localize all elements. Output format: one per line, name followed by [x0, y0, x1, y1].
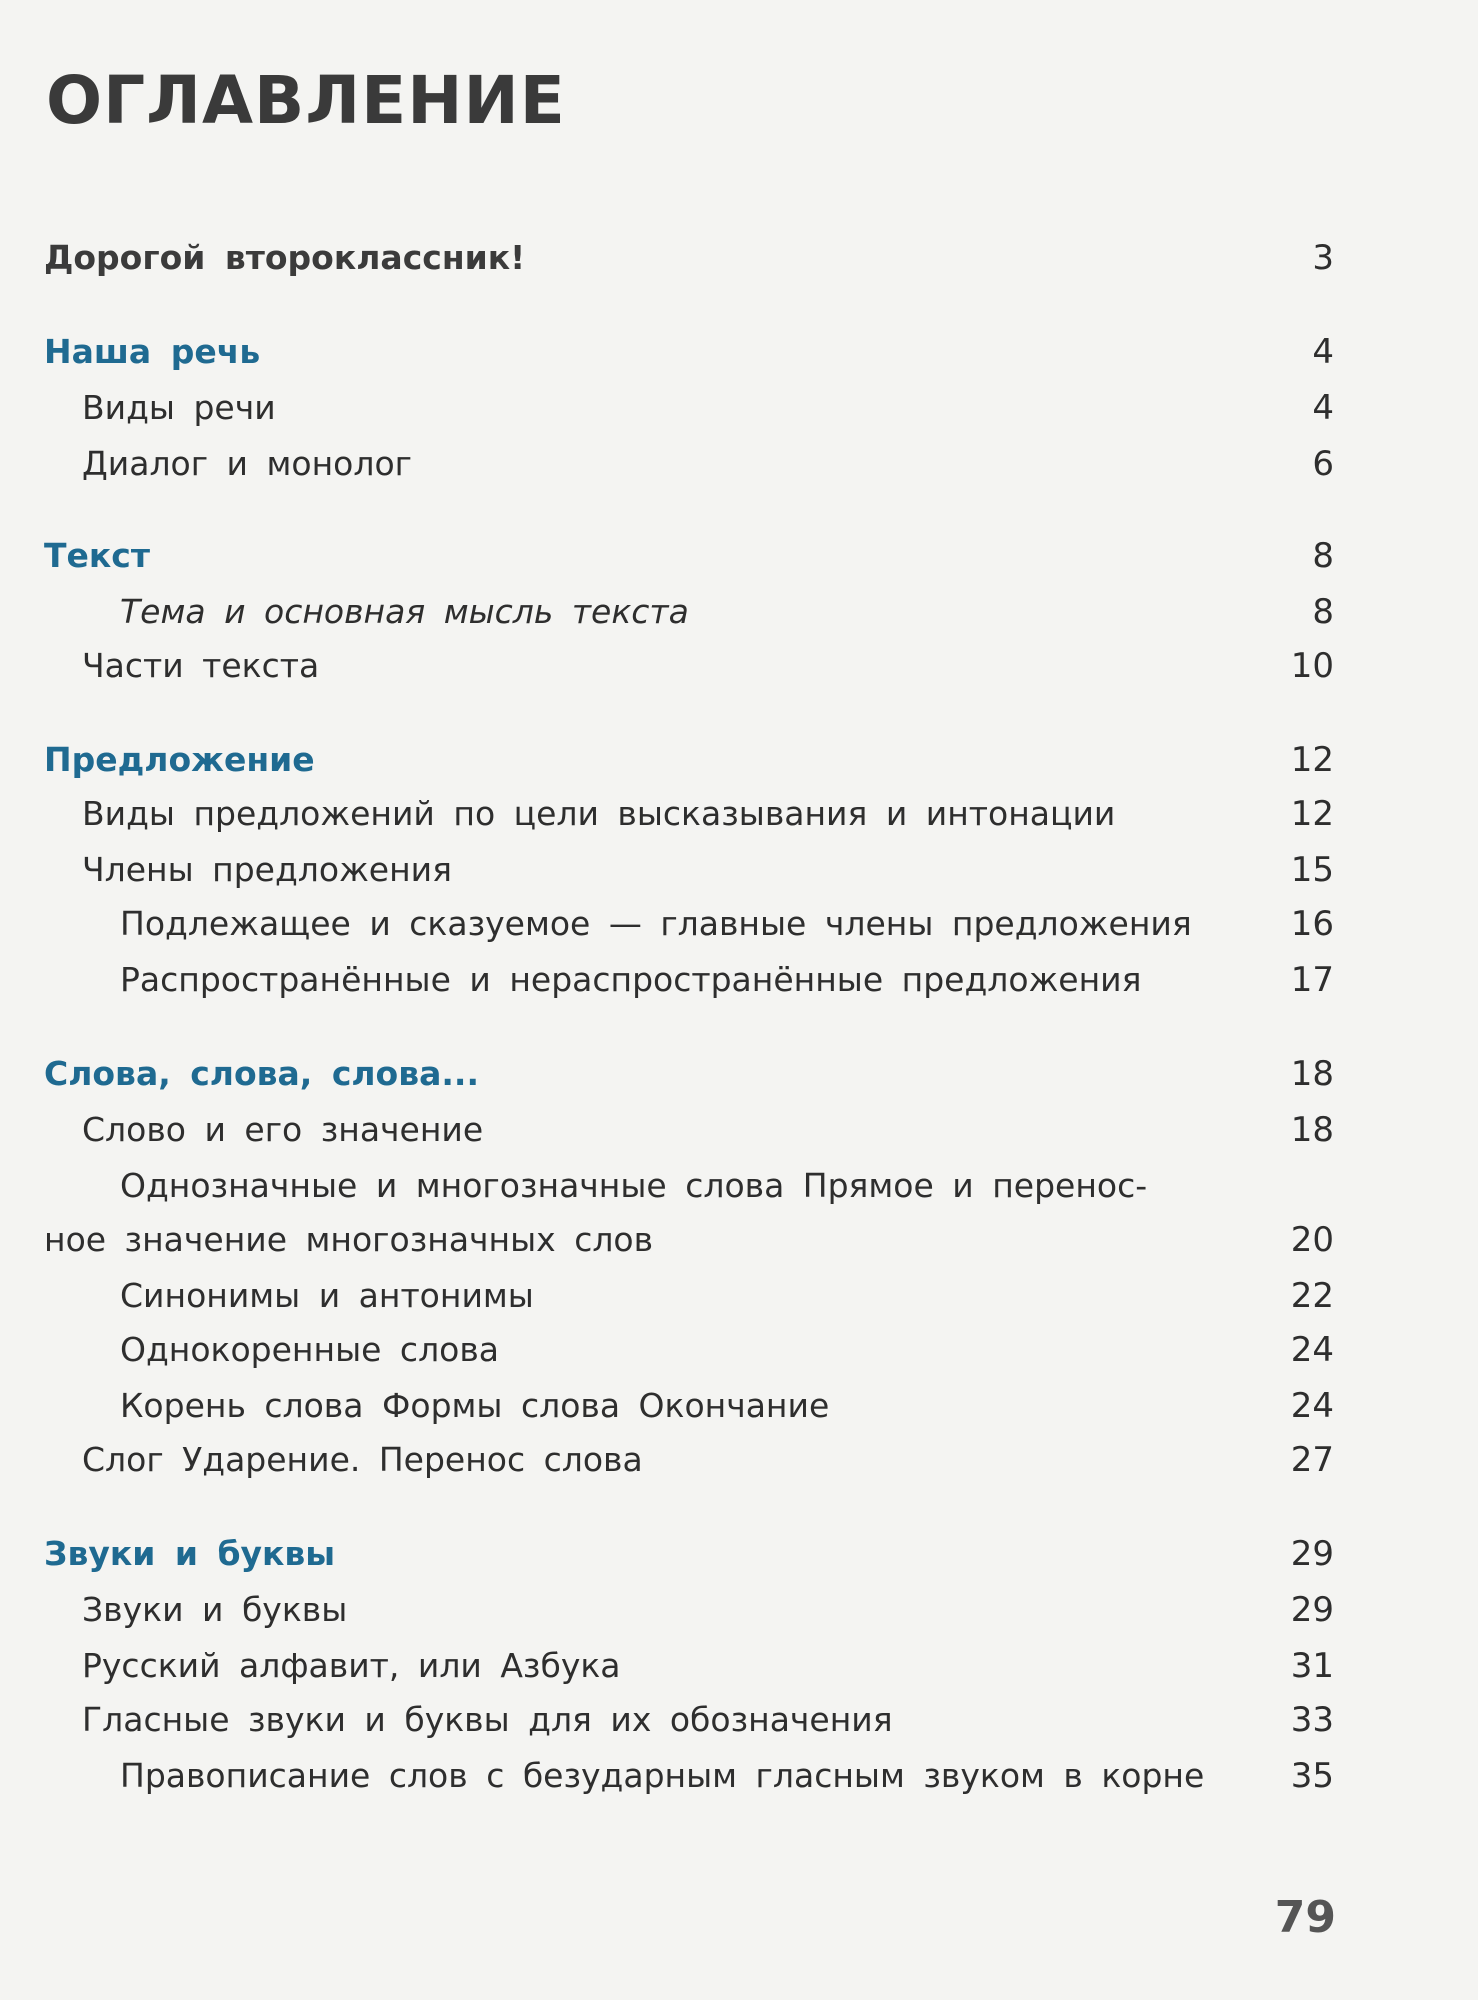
toc-entry[interactable]: [0, 586, 1478, 638]
toc-entry[interactable]: [0, 1750, 1478, 1802]
toc-entry-label: Члены предложения: [82, 850, 452, 889]
toc-entry-label: Слово и его значение: [82, 1110, 484, 1149]
toc-entry[interactable]: [0, 1584, 1478, 1636]
toc-section-page: 12: [1290, 740, 1334, 780]
toc-section-label: Звуки и буквы: [44, 1534, 336, 1573]
toc-entry-page: 20: [1290, 1220, 1334, 1260]
toc-entry-page: 27: [1290, 1440, 1334, 1480]
toc-entry-page: 22: [1290, 1276, 1334, 1316]
page-number: 79: [1274, 1892, 1336, 1943]
toc-entry-page: 35: [1290, 1756, 1334, 1796]
toc-entry-label: Распространённые и нераспространённые предложения: [120, 960, 1142, 999]
toc-entry-page: 33: [1290, 1700, 1334, 1740]
toc-entry-page: 4: [1312, 388, 1334, 428]
toc-entry-page: 29: [1290, 1590, 1334, 1630]
toc-entry-page: 10: [1290, 646, 1334, 686]
toc-entry-page: 3: [1312, 238, 1334, 278]
toc-entry-page: 15: [1290, 850, 1334, 890]
toc-entry[interactable]: [0, 954, 1478, 1006]
toc-entry-label: Синонимы и антонимы: [120, 1276, 534, 1315]
toc-entry-label: Виды предложений по цели высказывания и интонации: [82, 794, 1116, 833]
toc-entry-label-continued: ное значение многозначных слов: [44, 1220, 654, 1259]
toc-entry-label: Гласные звуки и буквы для их обозначения: [82, 1700, 893, 1739]
toc-section-page: 18: [1290, 1054, 1334, 1094]
toc-entry-label: Русский алфавит, или Азбука: [82, 1646, 621, 1685]
toc-entry-label: Звуки и буквы: [82, 1590, 348, 1629]
toc-section[interactable]: [0, 530, 1478, 582]
toc-section[interactable]: [0, 734, 1478, 786]
toc-entry[interactable]: [0, 640, 1478, 692]
toc-entry[interactable]: [0, 1104, 1478, 1156]
toc-entry[interactable]: [0, 1694, 1478, 1746]
toc-entry[interactable]: [0, 1640, 1478, 1692]
toc-entry-label: Слог Ударение. Перенос слова: [82, 1440, 643, 1479]
toc-entry-label: Тема и основная мысль текста: [120, 592, 689, 631]
toc-entry-page: 18: [1290, 1110, 1334, 1150]
toc-section-label: Текст: [44, 536, 150, 575]
toc-entry[interactable]: [0, 1160, 1478, 1212]
toc-entry[interactable]: [0, 382, 1478, 434]
toc-section[interactable]: [0, 1528, 1478, 1580]
toc-entry[interactable]: [0, 788, 1478, 840]
toc-entry-page: 17: [1290, 960, 1334, 1000]
page-title: ОГЛАВЛЕНИЕ: [46, 62, 566, 139]
toc-section-page: 29: [1290, 1534, 1334, 1574]
toc-entry-label: Части текста: [82, 646, 320, 685]
toc-entry[interactable]: [0, 1434, 1478, 1486]
toc-entry-label: Однозначные и многозначные слова Прямое и перенос-: [120, 1166, 1148, 1205]
toc-entry-label: Виды речи: [82, 388, 276, 427]
toc-entry[interactable]: [0, 844, 1478, 896]
toc-entry-label: Правописание слов с безударным гласным звуком в корне: [120, 1756, 1205, 1795]
toc-section-page: 4: [1312, 332, 1334, 372]
toc-entry[interactable]: [0, 898, 1478, 950]
toc-section-label: Слова, слова, слова...: [44, 1054, 479, 1093]
toc-entry-page: 12: [1290, 794, 1334, 834]
toc-entry-label: Однокоренные слова: [120, 1330, 500, 1369]
toc-entry-page: 24: [1290, 1330, 1334, 1370]
toc-entry-label: Подлежащее и сказуемое — главные члены предложения: [120, 904, 1192, 943]
toc-entry-page: 6: [1312, 444, 1334, 484]
toc-section-label: Предложение: [44, 740, 315, 779]
toc-entry[interactable]: [0, 232, 1478, 284]
toc-section[interactable]: [0, 326, 1478, 378]
toc-entry[interactable]: [0, 1380, 1478, 1432]
toc-entry[interactable]: [0, 1324, 1478, 1376]
toc-entry-page: 8: [1312, 592, 1334, 632]
toc-entry[interactable]: [0, 438, 1478, 490]
toc-entry-page: 31: [1290, 1646, 1334, 1686]
toc-entry-page: 16: [1290, 904, 1334, 944]
toc-entry-label: Дорогой второклассник!: [44, 238, 526, 277]
toc-entry-page: 24: [1290, 1386, 1334, 1426]
toc-entry-label: Диалог и монолог: [82, 444, 412, 483]
toc-entry[interactable]: [0, 1270, 1478, 1322]
toc-entry-label: Корень слова Формы слова Окончание: [120, 1386, 830, 1425]
toc-entry-continuation[interactable]: [0, 1214, 1478, 1266]
toc-section[interactable]: [0, 1048, 1478, 1100]
toc-section-label: Наша речь: [44, 332, 261, 371]
toc-section-page: 8: [1312, 536, 1334, 576]
